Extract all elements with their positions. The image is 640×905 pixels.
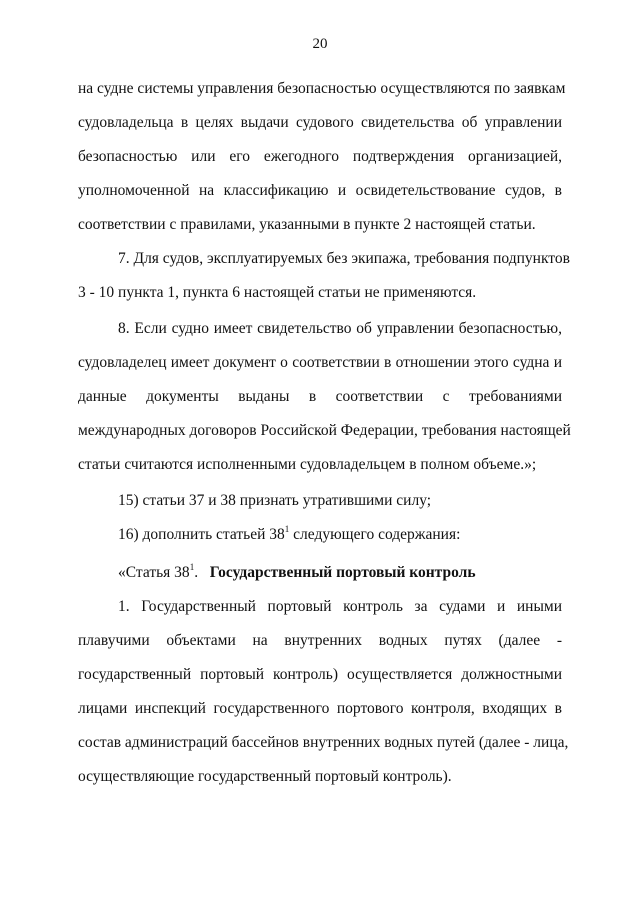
text-line: состав администраций бассейнов внутренних водных путей (далее - лица, [78, 734, 569, 751]
text-line: осуществляющие государственный портовый контроль). [78, 768, 452, 785]
text-line: плавучими объектами на внутренних водных путях (далее - [78, 632, 562, 649]
text-line: данные документы выданы в соответствии с требованиями [78, 388, 562, 405]
text-line: 7. Для судов, эксплуатируемых без экипажа, требования подпунктов [118, 250, 570, 267]
text-line: 3 - 10 пункта 1, пункта 6 настоящей статьи не применяются. [78, 284, 477, 301]
paragraph-article-38-1-item-1 [78, 590, 569, 794]
text-line: на судне системы управления безопасностью осуществляются по заявкам [78, 80, 566, 97]
heading-title: Государственный портовый контроль [209, 564, 476, 581]
superscript: 1 [284, 524, 290, 534]
text-line: судовладельца в целях выдачи судового свидетельства об управлении [78, 114, 562, 131]
paragraph-item-15 [78, 484, 562, 518]
page-number: 20 [312, 36, 328, 52]
paragraph-item-7 [78, 242, 570, 310]
heading-dot: . [194, 564, 199, 581]
text-line: статьи считаются исполненными судовладельцем в полном объеме.»; [78, 456, 537, 473]
paragraph-continuation [78, 72, 566, 242]
text-line: международных договоров Российской Федерации, требования настоящей [78, 422, 571, 439]
text-line: 15) статьи 37 и 38 признать утратившими силу; [118, 492, 432, 509]
heading-line [78, 556, 562, 590]
heading-prefix: «Статья 38 [118, 564, 190, 581]
text-line: 1. Государственный портовый контроль за судами и иными [118, 598, 562, 615]
paragraph-item-8 [78, 312, 571, 482]
article-heading [78, 556, 562, 590]
text-before: 16) дополнить статьей 38 [118, 526, 285, 543]
text-line: безопасностью или его ежегодного подтверждения организацией, [78, 148, 562, 165]
text-line: лицами инспекций государственного портового контроля, входящих в [78, 700, 562, 717]
paragraph-item-16 [78, 518, 562, 552]
text-after: следующего содержания: [289, 526, 461, 543]
text-line: уполномоченной на классификацию и освидетельствование судов, в [78, 182, 562, 199]
text-line: судовладелец имеет документ о соответствии в отношении этого судна и [78, 354, 562, 371]
text-line [78, 518, 562, 552]
heading-superscript: 1 [189, 562, 195, 572]
text-line: соответствии с правилами, указанными в пункте 2 настоящей статьи. [78, 216, 536, 233]
text-line: государственный портовый контроль) осуществляется должностными [78, 666, 562, 683]
text-line: 8. Если судно имеет свидетельство об управлении безопасностью, [118, 320, 562, 337]
